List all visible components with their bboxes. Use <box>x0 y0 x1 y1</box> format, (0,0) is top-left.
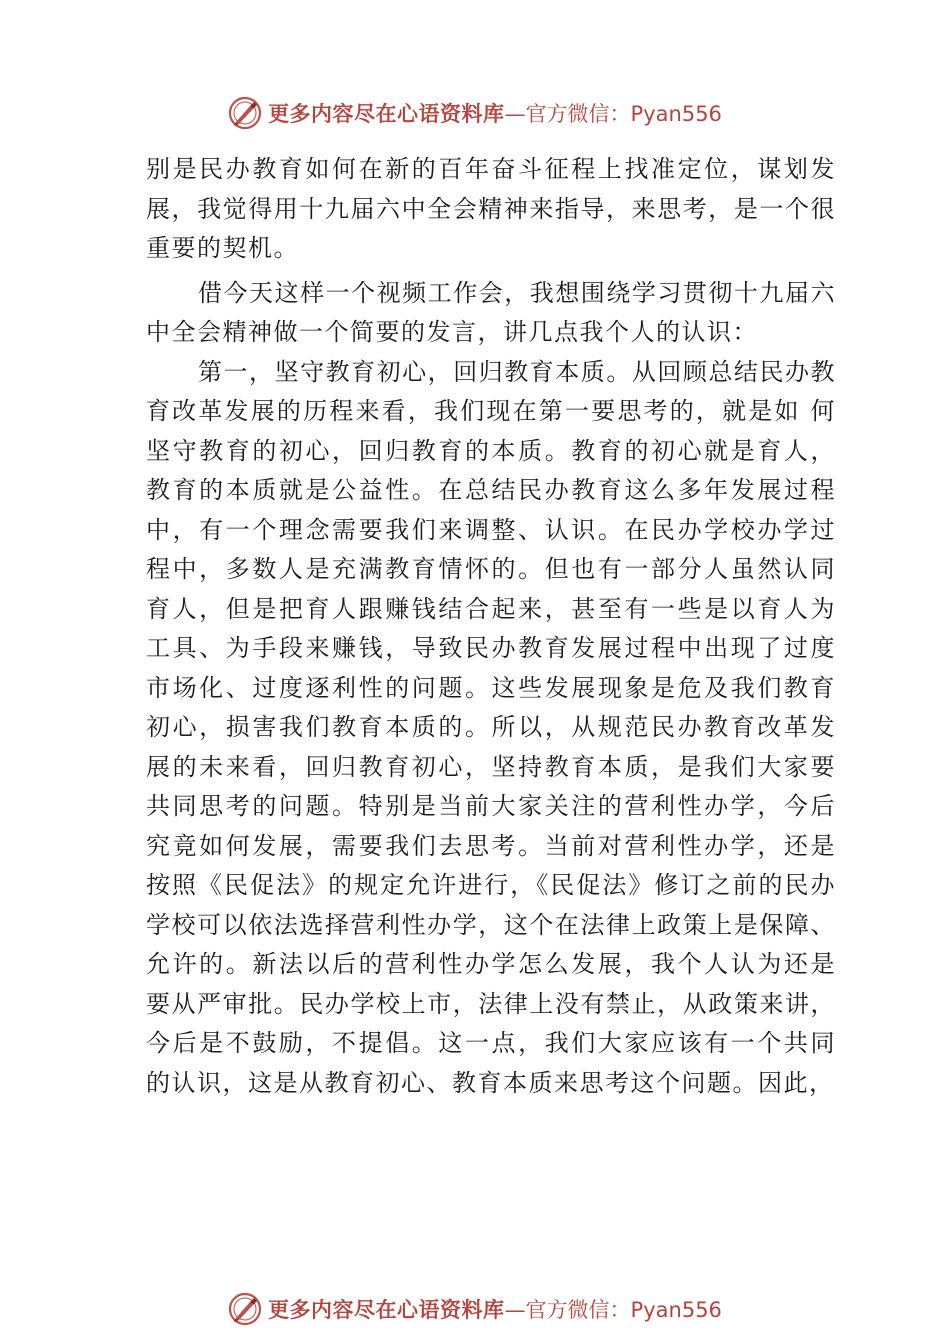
header-banner-wechat: —官方微信：Pyan556 <box>504 102 722 126</box>
pen-logo-icon <box>228 96 262 130</box>
paragraph-2: 借今天这样一个视频工作会，我想围绕学习贯彻十九届六中全会精神做一个简要的发言，讲几点我个人的认识： <box>146 278 836 346</box>
header-banner <box>0 93 950 133</box>
paragraph-3: 第一，坚守教育初心，回归教育本质。从回顾总结民办教育改革发展的历程来看，我们现在第一要思考的，就是如 何坚守教育的初心，回归教育的本质。教育的初心就是育人， 教育的本质就是公益性。在总结民办教育这么多年发展过程 中，有一个理念需要我们来调整、认识。在民办学校办学过 程中，多数人是充满教育情怀的。但也有一部分人虽然认同 育人，但是把育人跟赚钱结合起来，甚至有一些是以育人为 工具、为手段来赚钱，导致民办教育发展过程中出现了过度 市场化、过度逐利性的问题。这些发展现象是危及我们教育 初心，损害我们教育本质的。所以，从规范民办教育改革发 展的未来看，回归教育初心，坚持教育本质，是我们大家要 共同思考的问题。特别是当前大家关注的营利性办学，今后 究竟如何发展，需要我们去思考。当前对营利性办学，还是 按照《民促法》的规定允许进行，《民促法》修订之前的民办 学校可以依法选择营利性办学，这个在法律上政策上是保障、允许的。新法以后的营利性办学怎么发展，我个人认为还是 要从严审批。民办学校上市，法律上没有禁止，从政策来讲， 今后是不鼓励，不提倡。这一点，我们大家应该有一个共同 的认识，这是从教育初心、教育本质来思考这个问题。因此， <box>146 357 836 1097</box>
pen-logo-icon <box>228 1292 262 1326</box>
footer-banner <box>0 1289 950 1329</box>
footer-banner-text: 更多内容尽在心语资料库 <box>268 1297 505 1322</box>
footer-banner-wechat: —官方微信：Pyan556 <box>504 1298 722 1322</box>
paragraph-1: 别是民办教育如何在新的百年奋斗征程上找准定位，谋划发展，我觉得用十九届六中全会精神来指导，来思考，是一个很重要的契机。 <box>146 155 836 262</box>
header-banner-text: 更多内容尽在心语资料库 <box>268 101 505 126</box>
document-body <box>146 150 836 1103</box>
